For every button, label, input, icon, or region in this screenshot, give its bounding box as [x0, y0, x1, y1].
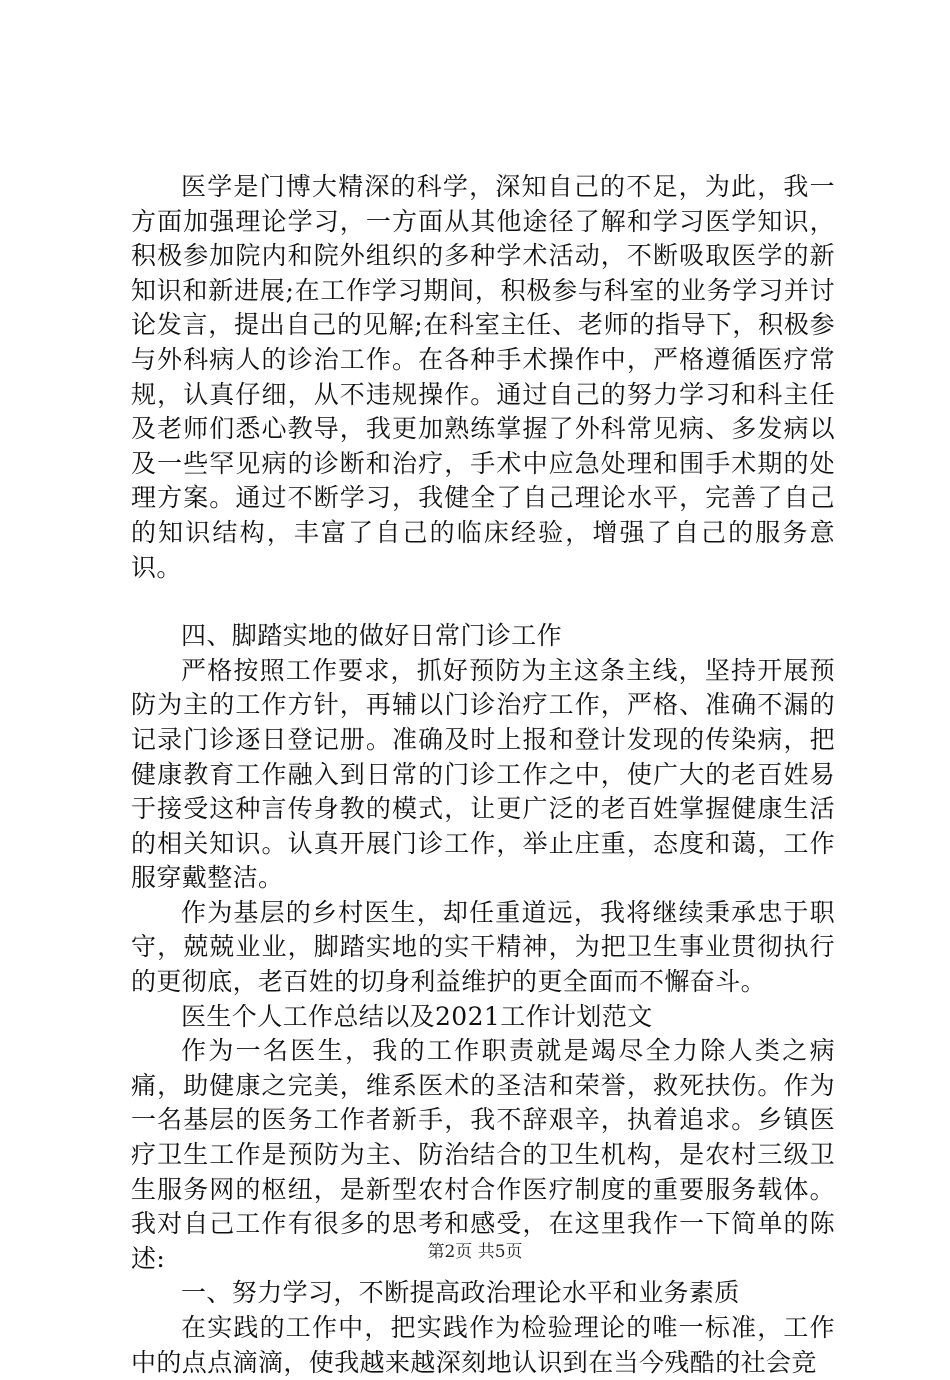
paragraph-medical-study: 医学是门博大精深的科学，深知自己的不足，为此，我一方面加强理论学习，一方面从其他途径了解和学习医学知识，积极参加院内和院外组织的多种学术活动，不断吸取医学的新知识和新进展;在工作学习期间，积极参与科室的业务学习并讨论发言，提出自己的见解;在科室主任、老师的指导下，积极参与外科病人的诊治工作。在各种手术操作中，严格遵循医疗常规，认真仔细，从不违规操作。通过自己的努力学习和科主任及老师们悉心教导，我更加熟练掌握了外科常见病、多发病以及一些罕见病的诊断和治疗，手术中应急处理和围手术期的处理方案。通过不断学习，我健全了自己理论水平，完善了自己的知识结构，丰富了自己的临床经验，增强了自己的服务意识。	[131, 172, 835, 582]
paragraph-outpatient-work: 严格按照工作要求，抓好预防为主这条主线，坚持开展预防为主的工作方针，再辅以门诊治疗工作，严格、准确不漏的记录门诊逐日登记册。准确及时上报和登计发现的传染病，把健康教育工作融入到日常的门诊工作之中，使广大的老百姓易于接受这种言传身教的模式，让更广泛的老百姓掌握健康生活的相关知识。认真开展门诊工作，举止庄重，态度和蔼，工作服穿戴整洁。	[131, 655, 835, 893]
section-heading-outpatient: 四、脚踏实地的做好日常门诊工作	[181, 621, 563, 651]
paragraph-practice: 在实践的工作中，把实践作为检验理论的唯一标准，工作中的点点滴滴，使我越来越深刻地认识到在当今残酷的社会竞	[131, 1313, 835, 1377]
paragraph-spacer	[131, 585, 835, 619]
paragraph-intro: 作为一名医生，我的工作职责就是竭尽全力除人类之病痛，助健康之完美，维系医术的圣洁和荣誉，救死扶伤。作为一名基层的医务工作者新手，我不辞艰辛，执着追求。乡镇医疗卫生工作是预防为主、防治结合的卫生机构，是农村三级卫生服务网的枢纽，是新型农村合作医疗制度的重要服务载体。我对自己工作有很多的思考和感受，在这里我作一下简单的陈述:	[131, 1036, 835, 1273]
page-number-footer: 第2页 共5页	[427, 1242, 523, 1262]
document-body	[131, 170, 835, 1380]
paragraph-closing-commitment: 作为基层的乡村医生，却任重道远，我将继续秉承忠于职守，兢兢业业，脚踏实地的实干精神，为把卫生事业贯彻执行的更彻底，老百姓的切身利益维护的更全面而不懈奋斗。	[131, 897, 835, 997]
section-heading-study: 一、努力学习，不断提高政治理论水平和业务素质	[181, 1278, 740, 1308]
article-title: 医生个人工作总结以及2021工作计划范文	[181, 1001, 653, 1031]
